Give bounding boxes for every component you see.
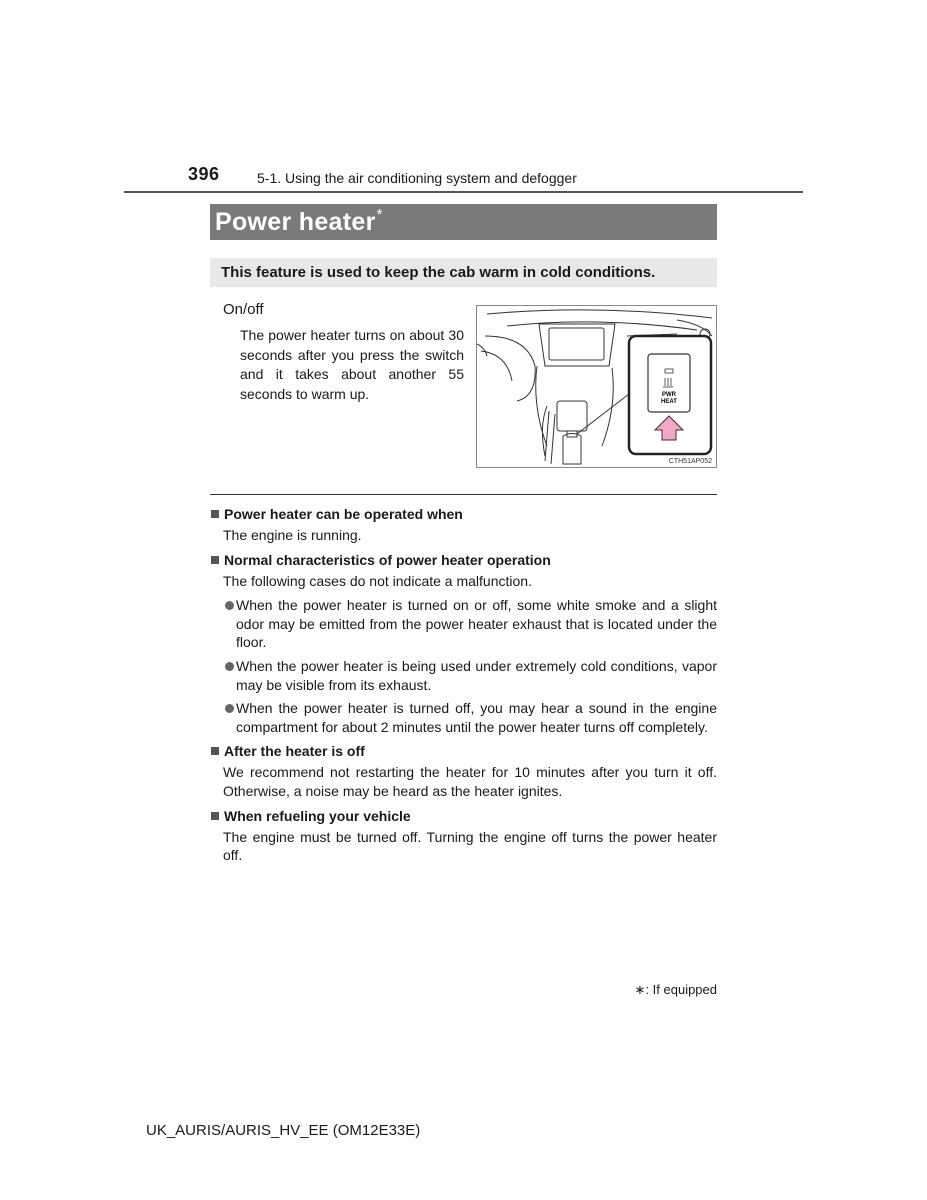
page-number: 396 <box>188 164 220 184</box>
dashboard-drawing <box>477 306 717 468</box>
switch-label-pwr: PWR <box>662 392 676 398</box>
round-bullet-icon <box>223 699 236 736</box>
section-title: 5-1. Using the air conditioning system and defogger <box>257 170 577 186</box>
note-heading <box>210 742 717 760</box>
list-item <box>223 699 717 736</box>
header-rule <box>124 191 803 193</box>
square-bullet-icon <box>211 747 219 755</box>
note-body: The following cases do not indicate a malfunction. <box>223 572 532 589</box>
figure-code: CTH51AP052 <box>668 458 712 465</box>
square-bullet-icon <box>211 812 219 820</box>
list-item-text: When the power heater is turned off, you may hear a sound in the engine compartment for about 2 minutes until the power heater turns off completely. <box>236 700 717 735</box>
note-heading <box>210 505 717 523</box>
note-body: We recommend not restarting the heater for 10 minutes after you turn it off. Otherwise, a noise may be heard as the heater ignites. <box>223 764 717 799</box>
list-item-text: When the power heater is being used under extremely cold conditions, vapor may be visible from its exhaust. <box>236 657 717 693</box>
footnote: ∗: If equipped <box>634 982 717 997</box>
intro-statement: This feature is used to keep the cab warm in cold conditions. <box>210 258 717 287</box>
onoff-description: The power heater turns on about 30 seconds after you press the switch and it takes about another 55 seconds to warm up. <box>240 327 464 402</box>
note-body: The engine must be turned off. Turning the engine off turns the power heater off. <box>223 828 717 864</box>
note-heading <box>210 807 717 825</box>
note-heading-text: Power heater can be operated when <box>224 506 463 522</box>
note-heading-text: Normal characteristics of power heater operation <box>224 551 551 568</box>
page-title-text: Power heater <box>215 207 376 236</box>
page-title <box>210 204 717 240</box>
onoff-heading: On/off <box>223 301 264 318</box>
list-item <box>223 596 717 652</box>
notes-section <box>210 505 717 865</box>
switch-label-heat: HEAT <box>661 399 677 405</box>
square-bullet-icon <box>211 510 219 518</box>
square-bullet-icon <box>211 556 219 564</box>
bullet-list <box>223 596 717 736</box>
note-heading <box>210 551 717 569</box>
if-equipped-mark: * <box>376 206 383 223</box>
list-item-text: When the power heater is turned on or off, some white smoke and a slight odor may be emitted from the power heater exhaust that is located under the floor. <box>236 597 717 651</box>
list-item <box>223 657 717 694</box>
note-heading-text: When refueling your vehicle <box>224 807 411 824</box>
round-bullet-icon <box>223 657 236 694</box>
note-body: The engine is running. <box>223 527 362 543</box>
dashboard-illustration <box>476 305 717 468</box>
round-bullet-icon <box>223 596 236 652</box>
section-divider <box>210 494 717 495</box>
footer-document-code: UK_AURIS/AURIS_HV_EE (OM12E33E) <box>146 1122 421 1139</box>
note-heading-text: After the heater is off <box>224 743 365 760</box>
